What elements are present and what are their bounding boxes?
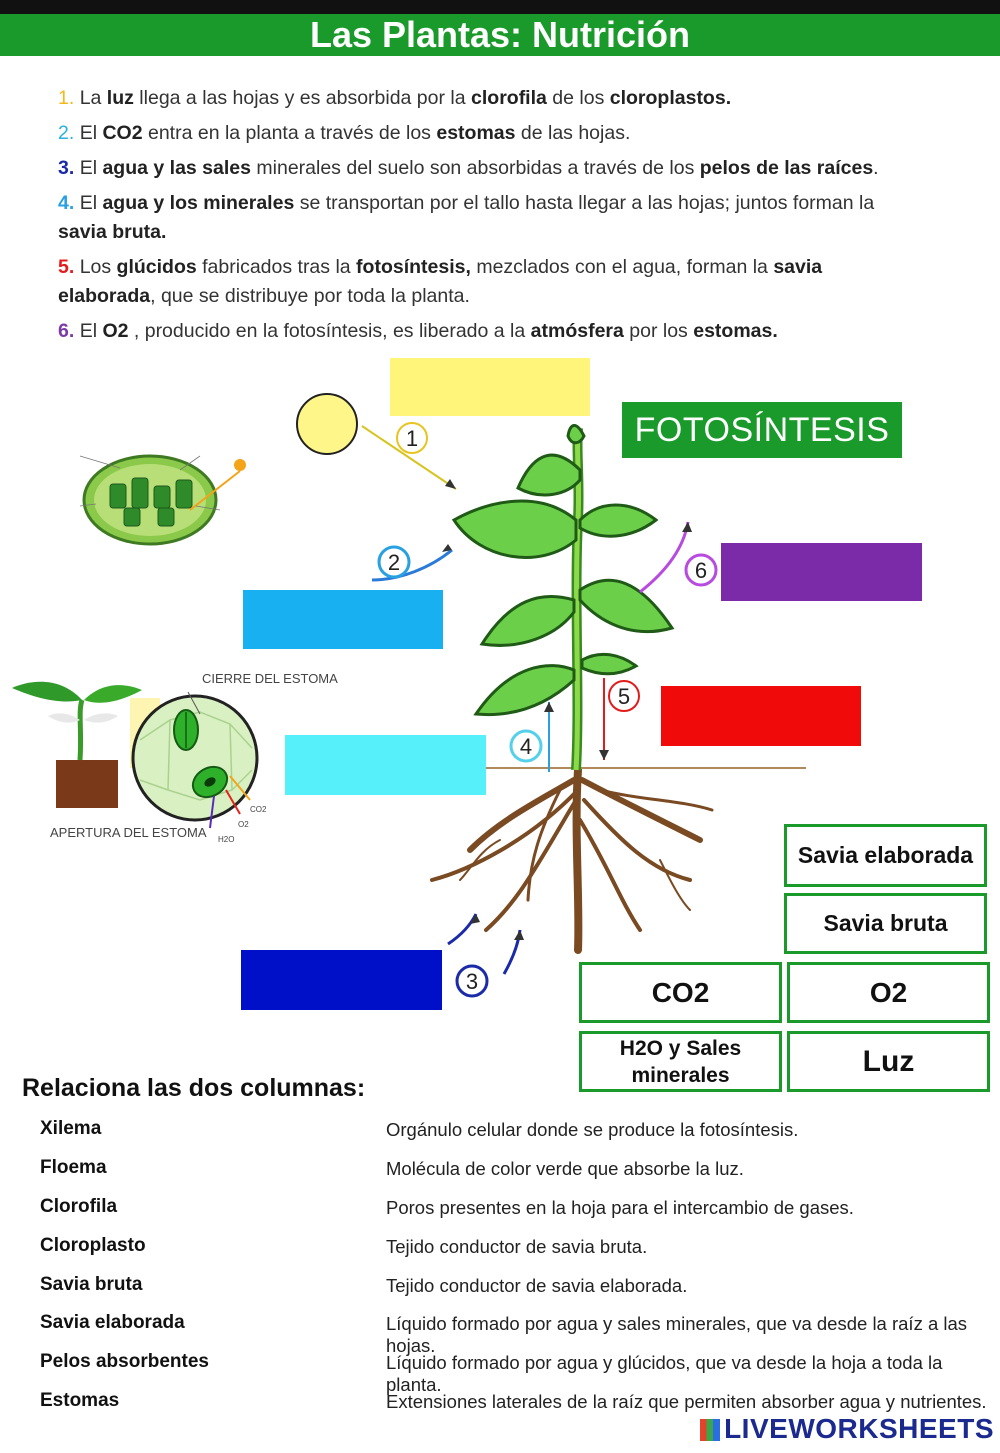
- step-text: llega a las hojas y es absorbida por la: [133, 87, 472, 109]
- step-text: de los: [546, 87, 610, 109]
- stoma-h2o-label: H2O: [218, 835, 235, 844]
- step-bold: cloroplastos.: [609, 87, 732, 109]
- drop-zone-4[interactable]: [285, 735, 486, 795]
- definition-8[interactable]: Extensiones laterales de la raíz que permiten absorber agua y nutrientes.: [386, 1391, 987, 1412]
- step-text: entra en la planta a través de los: [142, 122, 437, 144]
- step-bold: CO2: [102, 122, 143, 144]
- step-bold: clorofila: [471, 87, 547, 109]
- leaves: [454, 425, 672, 714]
- chloroplast-icon: [80, 456, 246, 544]
- marker-3: [457, 966, 487, 996]
- light-arrow-head: [445, 479, 456, 489]
- liveworksheets-icon: [700, 1419, 720, 1441]
- drop-zone-5[interactable]: [661, 686, 861, 746]
- step-number: 6.: [58, 320, 75, 342]
- step-text: se transportan por el tallo hasta llegar a las hojas; juntos forman la: [294, 192, 875, 214]
- definition-2[interactable]: Molécula de color verde que absorbe la luz.: [386, 1158, 744, 1179]
- step-text: Los: [79, 256, 117, 278]
- definition-6[interactable]: Líquido formado por agua y sales minerales, que va desde la raíz a las hojas.: [386, 1313, 968, 1356]
- answer-savia-bruta[interactable]: Savia bruta: [784, 893, 987, 954]
- step-text: mezclados con el agua, forman la: [470, 256, 774, 278]
- stoma-o2-label: O2: [238, 820, 249, 829]
- step-bold: pelos de las raíces: [699, 157, 874, 179]
- sun-icon: [297, 394, 357, 454]
- step-text: El: [79, 122, 103, 144]
- definition-7[interactable]: Líquido formado por agua y glúcidos, que va desde la hoja a toda la planta.: [386, 1352, 943, 1395]
- step-number: 2.: [58, 122, 75, 144]
- answer-savia-elaborada[interactable]: Savia elaborada: [784, 824, 987, 887]
- marker-1-label: 1: [405, 426, 419, 451]
- step-bold: savia elaborada: [58, 256, 823, 307]
- step-number: 1.: [58, 87, 75, 109]
- step-text: por los: [623, 320, 694, 342]
- answer-h2o-sales[interactable]: H2O y Sales minerales: [579, 1031, 782, 1092]
- step-text: , producido en la fotosíntesis, es liberado a la: [128, 320, 531, 342]
- step-3: [58, 154, 918, 183]
- definition-3[interactable]: Poros presentes en la hoja para el intercambio de gases.: [386, 1197, 854, 1218]
- step-1: [58, 84, 918, 113]
- steps-list: [58, 84, 918, 352]
- step-bold: agua y las sales: [102, 157, 251, 179]
- step-text: de las hojas.: [515, 122, 631, 144]
- answer-co2[interactable]: CO2: [579, 962, 782, 1023]
- stoma-illustration: [12, 682, 257, 828]
- step-number: 5.: [58, 256, 75, 278]
- marker-6-label: 6: [694, 558, 708, 583]
- step-4: [58, 189, 918, 247]
- step-bold: estomas.: [693, 320, 778, 342]
- marker-6: [686, 555, 716, 585]
- page-title: Las Plantas: Nutrición: [0, 14, 1000, 56]
- stoma-co2-label: CO2: [250, 805, 267, 814]
- step-bold: O2: [102, 320, 129, 342]
- marker-4-label: 4: [519, 734, 533, 759]
- term-xilema[interactable]: Xilema: [40, 1118, 102, 1139]
- definition-1[interactable]: Orgánulo celular donde se produce la fotosíntesis.: [386, 1119, 799, 1140]
- step-text: fabricados tras la: [196, 256, 357, 278]
- step-text: .: [873, 157, 879, 179]
- step-6: [58, 317, 918, 346]
- step-text: El: [79, 192, 103, 214]
- term-pelos-absorbentes[interactable]: Pelos absorbentes: [40, 1351, 209, 1372]
- term-cloroplasto[interactable]: Cloroplasto: [40, 1235, 146, 1256]
- step-bold: estomas: [436, 122, 516, 144]
- term-estomas[interactable]: Estomas: [40, 1390, 120, 1411]
- step-bold: glúcidos: [116, 256, 197, 278]
- marker-5: [609, 681, 639, 711]
- step-text: El: [79, 320, 103, 342]
- arrow-3a: [448, 914, 476, 944]
- arrow-6: [640, 522, 688, 592]
- term-savia-bruta[interactable]: Savia bruta: [40, 1274, 143, 1295]
- term-savia-elaborada[interactable]: Savia elaborada: [40, 1312, 185, 1333]
- step-5: [58, 253, 918, 311]
- answer-o2[interactable]: O2: [787, 962, 990, 1023]
- answer-luz[interactable]: Luz: [787, 1031, 990, 1092]
- step-text: minerales del suelo son absorbidas a través de los: [250, 157, 700, 179]
- fotosintesis-label: FOTOSÍNTESIS: [622, 402, 902, 458]
- step-bold: fotosíntesis,: [356, 256, 471, 278]
- drop-zone-1[interactable]: [390, 358, 590, 416]
- brand-logo: [700, 1413, 994, 1445]
- step-number: 4.: [58, 192, 75, 214]
- term-floema[interactable]: Floema: [40, 1157, 107, 1178]
- top-border: [0, 0, 1000, 14]
- drop-zone-6[interactable]: [721, 543, 922, 601]
- stoma-open-label: APERTURA DEL ESTOMA: [50, 825, 207, 840]
- step-text: El: [79, 157, 103, 179]
- step-2: [58, 119, 918, 148]
- marker-2-label: 2: [387, 550, 401, 575]
- step-number: 3.: [58, 157, 75, 179]
- definition-5[interactable]: Tejido conductor de savia elaborada.: [386, 1275, 688, 1296]
- step-bold: atmósfera: [530, 320, 624, 342]
- term-clorofila[interactable]: Clorofila: [40, 1196, 118, 1217]
- drop-zone-3[interactable]: [241, 950, 442, 1010]
- marker-2: [379, 547, 409, 577]
- marker-1: [397, 423, 427, 453]
- relaciona-heading: Relaciona las dos columnas:: [22, 1074, 366, 1102]
- definition-4[interactable]: Tejido conductor de savia bruta.: [386, 1236, 648, 1257]
- step-bold: agua y los minerales: [102, 192, 295, 214]
- brand-text: LIVEWORKSHEETS: [724, 1413, 994, 1444]
- marker-3-label: 3: [465, 969, 479, 994]
- step-text: La: [79, 87, 107, 109]
- marker-5-label: 5: [617, 684, 631, 709]
- drop-zone-2[interactable]: [243, 590, 443, 649]
- step-bold: luz: [106, 87, 134, 109]
- step-text: , que se distribuye por toda la planta.: [150, 285, 470, 307]
- marker-4: [511, 731, 541, 761]
- step-bold: savia bruta.: [58, 221, 167, 243]
- stoma-close-label: CIERRE DEL ESTOMA: [202, 671, 338, 686]
